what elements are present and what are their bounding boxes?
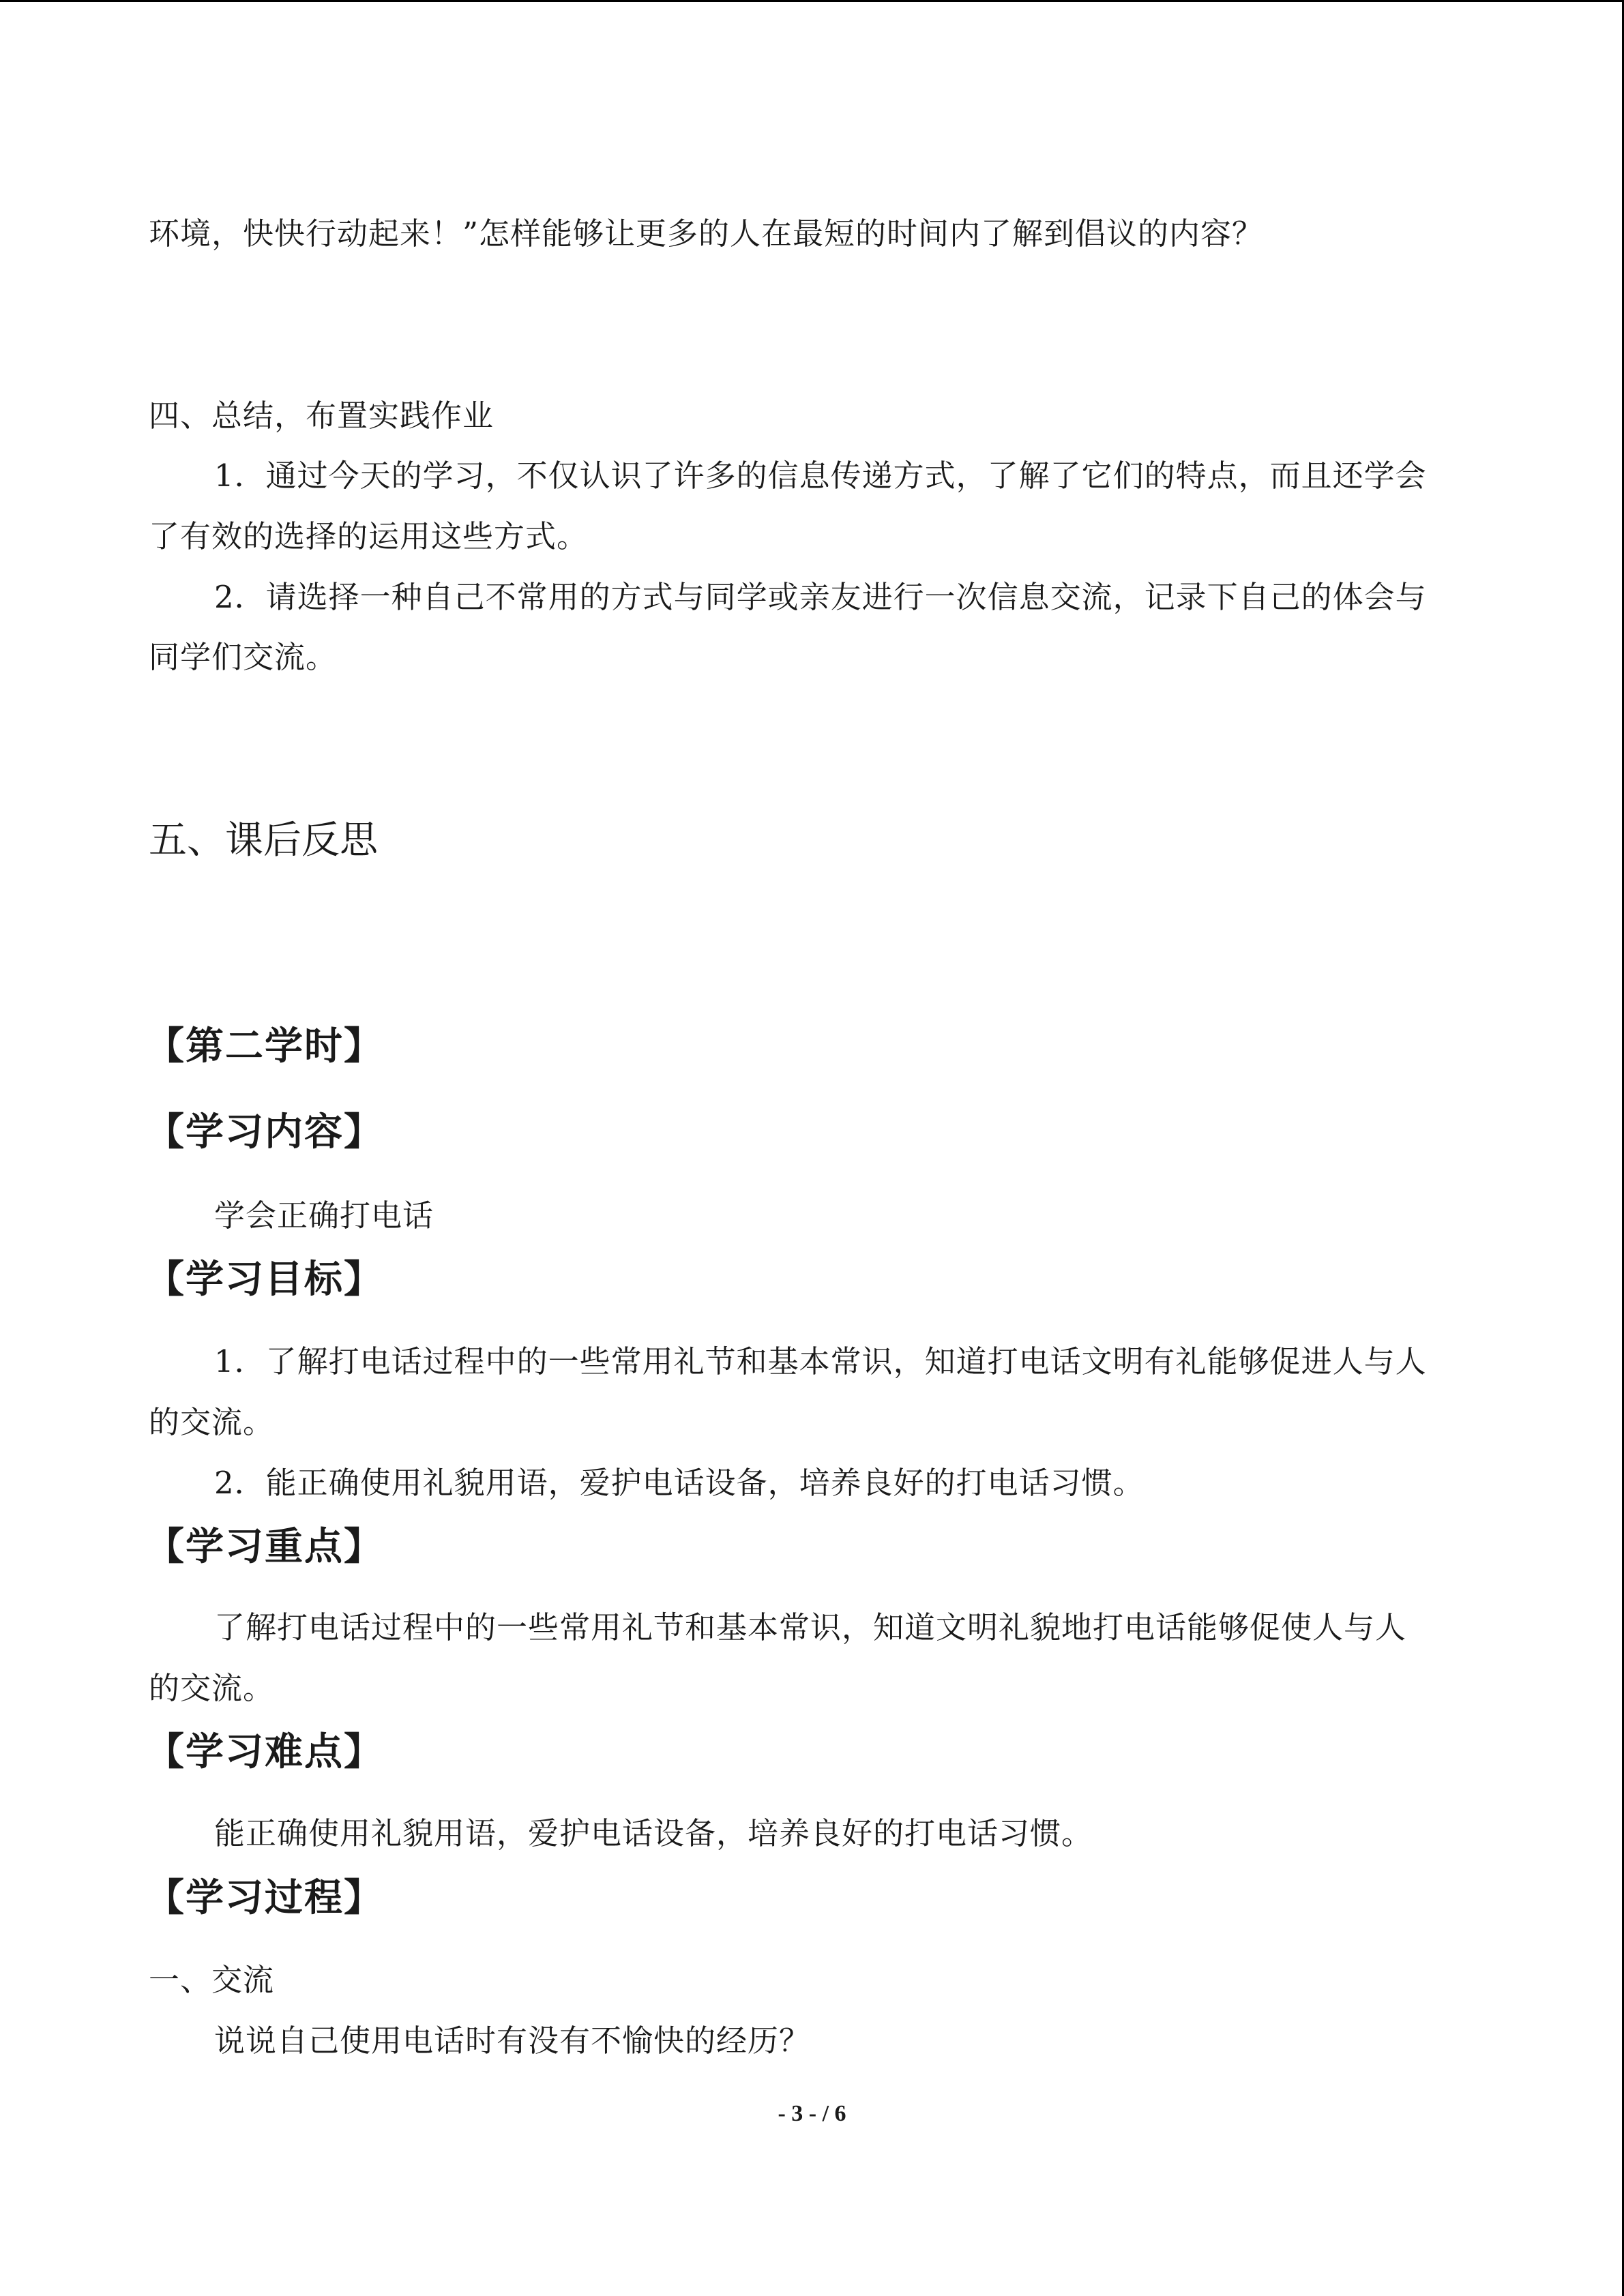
process-step-1-title: 一、交流 <box>149 1962 275 1998</box>
key-points-line-2: 的交流。 <box>149 1670 275 1706</box>
process-step-1-text: 说说自己使用电话时有没有不愉快的经历？ <box>214 2023 811 2059</box>
body-text-line: 环境，快快行动起来！”怎样能够让更多的人在最短的时间内了解到倡议的内容？ <box>149 215 1264 252</box>
summary-item-2-line-2: 同学们交流。 <box>149 639 338 675</box>
goal-1-line-1: 1．了解打电话过程中的一些常用礼节和基本常识，知道打电话文明有礼能够促进人与人 <box>214 1343 1427 1380</box>
goal-2: 2．能正确使用礼貌用语，爱护电话设备，培养良好的打电话习惯。 <box>214 1465 1145 1501</box>
page-number: - 3 - / 6 <box>778 2101 846 2126</box>
page-border-top <box>0 0 1624 2</box>
heading-learning-process: 【学习过程】 <box>146 1876 383 1920</box>
key-points-line-1: 了解打电话过程中的一些常用礼节和基本常识，知道文明礼貌地打电话能够促使人与人 <box>214 1609 1407 1645</box>
heading-learning-content: 【学习内容】 <box>146 1110 383 1154</box>
heading-lesson-2: 【第二学时】 <box>146 1024 383 1069</box>
section-title-summary: 四、总结，布置实践作业 <box>149 398 494 434</box>
heading-learning-goals: 【学习目标】 <box>146 1257 383 1302</box>
section-title-reflection: 五、课后反思 <box>149 818 378 863</box>
heading-difficulties: 【学习难点】 <box>146 1730 383 1774</box>
heading-key-points: 【学习重点】 <box>146 1525 383 1569</box>
goal-1-line-2: 的交流。 <box>149 1404 275 1440</box>
summary-item-1-line-1: 1．通过今天的学习，不仅认识了许多的信息传递方式，了解了它们的特点，而且还学会 <box>214 458 1427 494</box>
summary-item-2-line-1: 2．请选择一种自己不常用的方式与同学或亲友进行一次信息交流，记录下自己的体会与 <box>214 579 1427 615</box>
difficulties-text: 能正确使用礼貌用语，爱护电话设备，培养良好的打电话习惯。 <box>214 1815 1093 1851</box>
learning-content-text: 学会正确打电话 <box>214 1197 434 1234</box>
summary-item-1-line-2: 了有效的选择的运用这些方式。 <box>149 518 589 554</box>
